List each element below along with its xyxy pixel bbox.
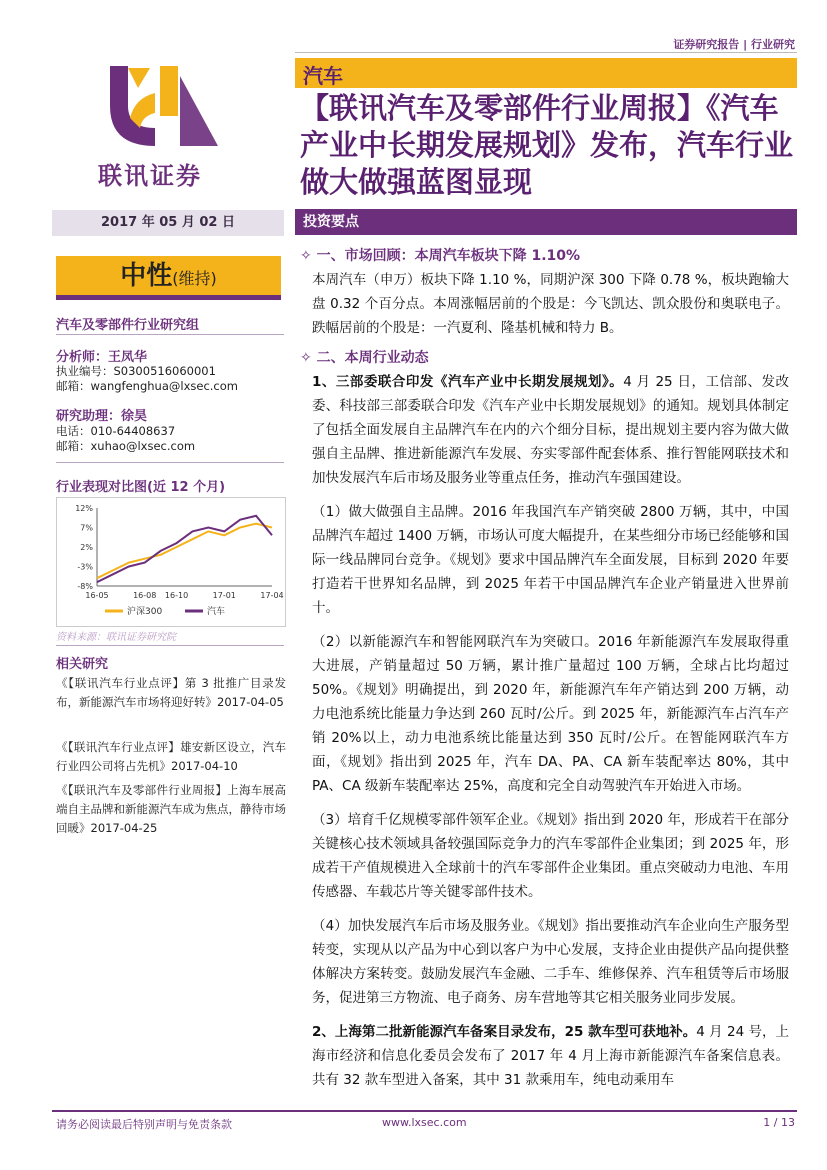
section-heading: ✧ 一、市场回顾：本周汽车板块下降 1.10% (300, 248, 581, 264)
header-rule (295, 52, 797, 53)
divider (56, 334, 284, 335)
analyst-email[interactable]: 邮箱：wangfenghua@lxsec.com (56, 379, 238, 393)
y-tick-label: 7% (80, 523, 93, 533)
news-paragraph: 1、三部委联合印发《汽车产业中长期发展规划》。4 月 25 日，工信部、发改委、科技部三部委联合印发《汽车产业中长期发展规划》的通知。规划具体制定了包括全面发展自主品牌汽车在内的六个细分目标，提出规划主要内容为做大做强自主品牌、推进新能源汽车发展、夯实零部件配套体系、推行智能网联技术和加快发展汽车后市场及服务业等重点任务，推动汽车强国建设。 (312, 374, 789, 486)
news-paragraph: （4）加快发展汽车后市场及服务业。《规划》指出要推动汽车企业向生产服务型转变，实现从以产品为中心到以客户为中心发展，支持企业由提供产品向提供整体解决方案转变。鼓励发展汽车金融、二手车、维修保养、汽车租赁等后市场服务，促进第三方物流、电子商务、房车营地等其它相关服务业同步发展。 (312, 918, 789, 1006)
y-tick-label: -3% (77, 562, 93, 572)
footer-url[interactable]: www.lxsec.com (382, 1116, 467, 1129)
y-tick-label: -8% (77, 582, 93, 591)
x-tick-label: 17-04 (260, 591, 284, 600)
chart-source: 资料来源：联讯证券研究院 (56, 632, 176, 643)
legend-label: 汽车 (207, 607, 226, 617)
x-tick-label: 16-08 (133, 591, 157, 600)
rating-value: 中性 (120, 261, 173, 291)
diamond-icon: ✧ (300, 350, 317, 366)
x-tick-label: 16-05 (85, 591, 109, 600)
y-tick-label: 2% (80, 543, 93, 552)
logo (100, 58, 220, 158)
footer-disclaimer[interactable]: 请务必阅读最后特别声明与免责条款 (56, 1118, 232, 1131)
page-number: 1 / 13 (763, 1116, 795, 1129)
x-tick-label: 16-10 (164, 591, 189, 600)
related-title: 相关研究 (56, 657, 109, 672)
y-tick-label: 12% (75, 504, 93, 513)
report-category-tag: 证券研究报告 | 行业研究 (673, 38, 795, 51)
assistant-name: 研究助理：徐昊 (56, 409, 148, 424)
report-date: 2017 年 05 月 02 日 (52, 210, 284, 236)
footer-rule (52, 1110, 797, 1112)
x-tick-label: 17-01 (212, 591, 236, 600)
news-paragraph: （2）以新能源汽车和智能网联汽车为突破口。2016 年新能源汽车发展取得重大进展，产销量超过 50 万辆，累计推广量超过 100 万辆，全球占比均超过 50%。《规划》明确提出，到 2020 年，新能源汽车年产销达到 200 万辆，动力电池系统比能量力争达到 260 瓦时/公斤。到 2025 年，新能源汽车占汽车产销 20%以上，动力电池系统比能量达到 350 瓦时/公斤。在智能网联汽车方面，《规划》指出到 2025 年，汽车 DA、PA、CA 新车装配率达 80%，其中 PA、CA 级新车装配率达 25%，高度和完全自动驾驶汽车开始进入市场。 (312, 634, 789, 794)
news-paragraph: 2、上海第二批新能源汽车备案目录发布，25 款车型可获地补。4 月 24 号，上海市经济和信息化委员会发布了 2017 年 4 月上海市新能源汽车备案信息表。共有 32 款车型进入备案，其中 31 款乘用车，纯电动乘用车 (312, 1024, 789, 1088)
assistant-email[interactable]: 邮箱：xuhao@lxsec.com (56, 439, 196, 453)
logo-text: 联讯证券 (98, 162, 202, 190)
analyst-cert: 执业编号：S0300516060001 (56, 364, 216, 378)
diamond-icon: ✧ (300, 248, 317, 264)
sector-bar (295, 58, 797, 88)
assistant-phone: 电话：010-64408637 (56, 424, 176, 438)
related-item[interactable]: 《【联讯汽车及零部件行业周报】上海车展高端自主品牌和新能源汽车成为焦点，静待市场回暖》2017-04-25 (56, 783, 286, 835)
chart-svg (57, 498, 285, 626)
legend-label: 沪深300 (127, 607, 163, 617)
related-item[interactable]: 《【联讯汽车行业点评】第 3 批推广目录发布，新能源汽车市场将迎好转》2017-04-05 (56, 676, 286, 709)
report-title: 【联讯汽车及零部件行业周报】《汽车产业中长期发展规划》发布，汽车行业做大做强蓝图显现 (300, 91, 794, 199)
section-heading: ✧ 二、本周行业动态 (300, 350, 429, 366)
section-title: 投资要点 (295, 209, 797, 235)
divider (56, 462, 284, 463)
analyst-name: 分析师：王凤华 (56, 350, 148, 365)
related-item[interactable]: 《【联讯汽车行业点评】雄安新区设立，汽车行业四公司将占先机》2017-04-10 (56, 740, 286, 773)
sector-label: 汽车 (303, 64, 343, 88)
news-paragraph: （1）做大做强自主品牌。2016 年我国汽车产销突破 2800 万辆，其中，中国品牌汽车超过 1400 万辆，市场认可度大幅提升，在某些细分市场已经能够和国际一线品牌同台竞争。《规划》要求中国品牌汽车全面发展，目标到 2020 年要打造若干世界知名品牌，到 2025 年若干中国品牌汽车企业产销量进入世界前十。 (312, 504, 789, 616)
rating-badge (56, 256, 281, 300)
research-group: 汽车及零部件行业研究组 (56, 318, 200, 333)
chart-title: 行业表现对比图(近 12 个月) (56, 480, 226, 495)
news-paragraph: （3）培育千亿规模零部件领军企业。《规划》指出到 2020 年，形成若干在部分关键核心技术领域具备较强国际竞争力的汽车零部件企业集团；到 2025 年，形成若干产值规模进入全球前十的汽车零部件企业集团。重点突破动力电池、车用传感器、车载芯片等关键零部件技术。 (312, 812, 789, 900)
performance-chart (56, 497, 286, 627)
market-review-text: 本周汽车（申万）板块下降 1.10 %，同期沪深 300 下降 0.78 %，板块跑输大盘 0.32 个百分点。本周涨幅居前的个股是：今飞凯达、凯众股份和奥联电子。跌幅居前的个股是：一汽夏利、隆基机械和特力 B。 (312, 272, 789, 336)
rating-status: (维持) (172, 269, 217, 288)
divider (56, 645, 284, 646)
